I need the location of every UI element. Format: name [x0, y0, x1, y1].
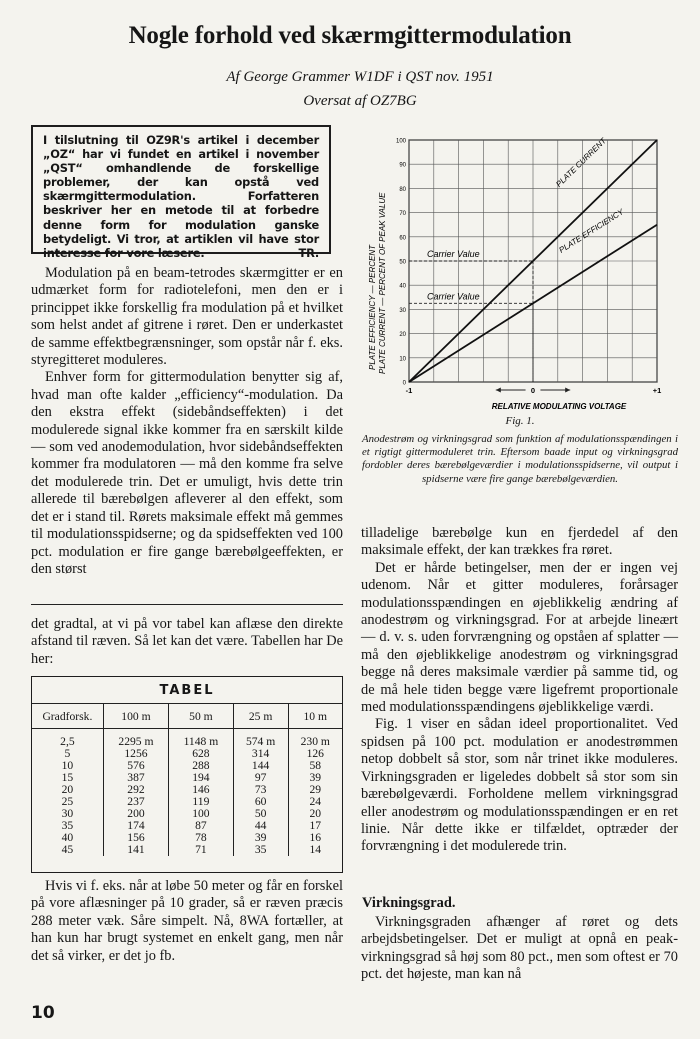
table-row [32, 844, 342, 856]
paragraph: det gradtal, at vi på vor tabel kan aflæse den direkte afstand til ræven. Så let kan det være. Tabellen har De her: [31, 616, 343, 667]
table-cell: 45 [61, 843, 74, 856]
y-tick-labels [396, 139, 407, 387]
y-tick-label: 100 [395, 138, 406, 145]
table-cell: 314 [233, 748, 288, 760]
x-tick-labels [406, 386, 662, 395]
table-cell: 58 [288, 760, 342, 772]
table-body [32, 729, 342, 857]
figure-label: Fig. 1. [505, 415, 535, 427]
paragraph: tilladelige bærebølge kun en fjerdedel af den maksimale effekt, der kan trækkes fra røret. [361, 525, 678, 559]
table-cell: 100 [169, 808, 234, 820]
table-cell: 2295 m [103, 729, 168, 749]
table-row [32, 796, 342, 808]
table-cell: 39 [288, 772, 342, 784]
series-label: PLATE CURRENT [554, 136, 608, 189]
figure-caption: Anodestrøm og virkningsgrad som funktion af modulationsspændingen i et rigtigt gittermoduleret trin. Eftersom baade input og virkningsgrad fordobler deres bærebølgeværdier i modulationsspidserne, vil output i spidserne være fire gange bærebølgeværdien. [362, 433, 678, 485]
table-cell: 15 [61, 771, 74, 784]
table-cell: 71 [169, 844, 234, 856]
paragraph: Hvis vi f. eks. når at løbe 50 meter og får en forskel på vore aflæsninger på 10 grader, så er ræven præcis 288 meter væk. Såre simpelt. Nå, 8WA fortæller, at han kun har brugt systemet en enkelt gang, men når det så virker, er det jo fb. [31, 878, 343, 964]
table-cell: 174 [103, 820, 168, 832]
table-cell: 97 [233, 772, 288, 784]
table-row [32, 760, 342, 772]
y-tick-label: 40 [399, 283, 406, 290]
table-cell: 60 [233, 796, 288, 808]
table-cell: 194 [169, 772, 234, 784]
intro-box [31, 125, 331, 260]
translator-credit: Oversat af OZ7BG [303, 93, 417, 109]
x-tick-label: +1 [652, 386, 662, 395]
table-cell: 17 [288, 820, 342, 832]
table-header: 10 m [288, 704, 342, 729]
table-cell: 14 [288, 844, 342, 856]
table-cell: 126 [288, 748, 342, 760]
table-cell: 73 [233, 784, 288, 796]
table-cell: 10 [61, 759, 74, 772]
table-cell: 119 [169, 796, 234, 808]
table-cell: 288 [169, 760, 234, 772]
table-cell: 50 [233, 808, 288, 820]
table-row [32, 808, 342, 820]
table-cell: 144 [233, 760, 288, 772]
table-row [32, 784, 342, 796]
table-cell: 29 [288, 784, 342, 796]
y-tick-label: 10 [399, 356, 406, 363]
y-tick-label: 0 [402, 380, 406, 387]
byline: Af George Grammer W1DF i QST nov. 1951 [226, 69, 494, 85]
table-cell: 16 [288, 832, 342, 844]
x-axis-label: RELATIVE MODULATING VOLTAGE [491, 402, 627, 411]
article-title: Nogle forhold ved skærmgittermodulation [128, 22, 572, 49]
x-axis-arrowhead-right [565, 388, 570, 393]
paragraph: Fig. 1 viser en sådan ideel proportionalitet. Ved spidsen på 100 pct. modulation er anodestrømmen netop dobbelt så stor, som når trinet ikke moduleres. Virkningsgraden er ligeledes dobbelt så stor som sin bærebølgeværdi. Forholdene mellem virkningsgrad eller anodestrøm og modulationsspændingen er en ret linie. Når dette ikke er tilfældet, optræder der forvrængning i det modulerede trin. [361, 716, 678, 855]
table-cell: 146 [169, 784, 234, 796]
table-cell: 237 [103, 796, 168, 808]
table-cell: 39 [233, 832, 288, 844]
table-cell: 1256 [103, 748, 168, 760]
table-cell: 87 [169, 820, 234, 832]
y-tick-label: 50 [399, 259, 406, 266]
table-cell: 24 [288, 796, 342, 808]
y-tick-label: 80 [399, 186, 406, 193]
carrier-value-label: Carrier Value [427, 249, 480, 259]
left-column-middle [31, 616, 343, 668]
series-label: PLATE EFFICIENCY [557, 207, 626, 255]
y-tick-label: 90 [399, 162, 406, 169]
table-cell: 35 [233, 844, 288, 856]
table-cell: 141 [103, 844, 168, 856]
table-cell: 628 [169, 748, 234, 760]
table-cell: 44 [233, 820, 288, 832]
left-column-bottom [31, 878, 343, 965]
right-column-bottom [361, 914, 678, 984]
table-header: 100 m [103, 704, 168, 729]
table-cell: 387 [103, 772, 168, 784]
intro-text: I tilslutning til OZ9R's artikel i december „OZ“ har vi fundet en artikel i november „QST“ omhandlende de forskellige problemer, der kan opstå ved skærmgittermodulation. Forfatteren beskriver her en metode til at forbedre denne form for modulation ganske betydeligt. Vi tror, at artiklen vil have stor interesse for vore læsere. TR. [43, 133, 319, 260]
table-cell: 230 m [288, 729, 342, 749]
table-cell: 5 [64, 747, 71, 760]
table-cell: 40 [61, 831, 74, 844]
x-axis-arrowhead-left [496, 388, 501, 393]
table-cell: 576 [103, 760, 168, 772]
right-column [361, 525, 678, 856]
y-tick-label: 70 [399, 211, 406, 218]
table-header: 25 m [233, 704, 288, 729]
table-row [32, 748, 342, 760]
table-grid [32, 703, 342, 856]
table-cell: 20 [61, 783, 74, 796]
table-row [32, 729, 342, 749]
table-cell: 2,5 [60, 735, 75, 748]
page-number: 10 [31, 1003, 55, 1023]
x-tick-label: -1 [405, 386, 413, 395]
table-cell: 1148 m [169, 729, 234, 749]
table-cell: 574 m [233, 729, 288, 749]
y-axis-label-current: PLATE CURRENT — PERCENT OF PEAK VALUE [378, 192, 387, 374]
table-cell: 200 [103, 808, 168, 820]
table-cell: 30 [61, 807, 74, 820]
left-column-top [31, 265, 343, 578]
paragraph: Virkningsgraden afhænger af røret og dets arbejdsbetingelser. Det er muligt at opnå en peak-virkningsgrad så høj som 80 pct., men som oftest er 70 pct. det højeste, man kan nå [361, 914, 678, 983]
table-row [32, 772, 342, 784]
table-cell: 156 [103, 832, 168, 844]
y-tick-label: 20 [399, 332, 406, 339]
y-tick-label: 60 [399, 235, 406, 242]
y-axis-label-efficiency: PLATE EFFICIENCY — PERCENT [368, 244, 377, 370]
table-title: TABEL [159, 683, 215, 698]
paragraph: Modulation på en beam-tetrodes skærmgitter er en udmærket form for radiotelefoni, men den er i princippet ikke forskellig fra modulation på et hvilket som helst andet af gitrene i røret. Den er underkastet de samme effektbegrænsninger, som opstår når f. eks. styregitteret moduleres. [31, 265, 343, 369]
y-tick-label: 30 [399, 307, 406, 314]
paragraph: Enhver form for gittermodulation benytter sig af, hvad man ofte kalder „efficiency“-modulation. Da den ekstra effekt (sidebåndseffekten) i det modulerede signal ikke kommer fra en særskilt kilde — som ved anodemodulation, hvor sidebåndseffekten kommer fra modulatoren — må den komme fra selve det modulerede trin. Det er umuligt, hvis dette trin allerede til bærebølgen afleverer al den effekt, som det er i stand til. Rørets maksimale effekt må gemmes til modulationsspidserne; og da spidseffekten ved 100 pct. modulation er fire gange bærebølgeeffekten, er den størst [31, 369, 343, 577]
section-heading: Virkningsgrad. [362, 895, 456, 911]
table-header: 50 m [169, 704, 234, 729]
x-tick-label: 0 [530, 386, 536, 395]
carrier-value-label: Carrier Value [427, 291, 480, 302]
figure-1-chart [361, 128, 683, 416]
distance-table [31, 676, 343, 873]
intro-signature: TR. [298, 245, 319, 260]
column-divider [31, 604, 343, 605]
table-cell: 78 [169, 832, 234, 844]
table-cell: 35 [61, 819, 74, 832]
paragraph: Det er hårde betingelser, men der er ingen vej udenom. Når et gitter moduleres, forårsager modulationsspændingen en øjeblikkelig ændring af anodestrøm og virkningsgrad. For at arbejde lineært — d. v. s. uden forvrængning og opståen af splatter — må den øjeblikkelige anodestrøm og virkningsgrad begge nå deres maksimale værdier på samme tid, og de må hele tiden begge være ligefremt proportionale med modulationsspændingens øjeblikkelige værdi. [361, 559, 678, 716]
table-cell: 20 [288, 808, 342, 820]
table-row [32, 820, 342, 832]
table-header: Gradforsk. [32, 704, 103, 729]
table-cell: 25 [61, 795, 74, 808]
table-row [32, 832, 342, 844]
table-cell: 292 [103, 784, 168, 796]
